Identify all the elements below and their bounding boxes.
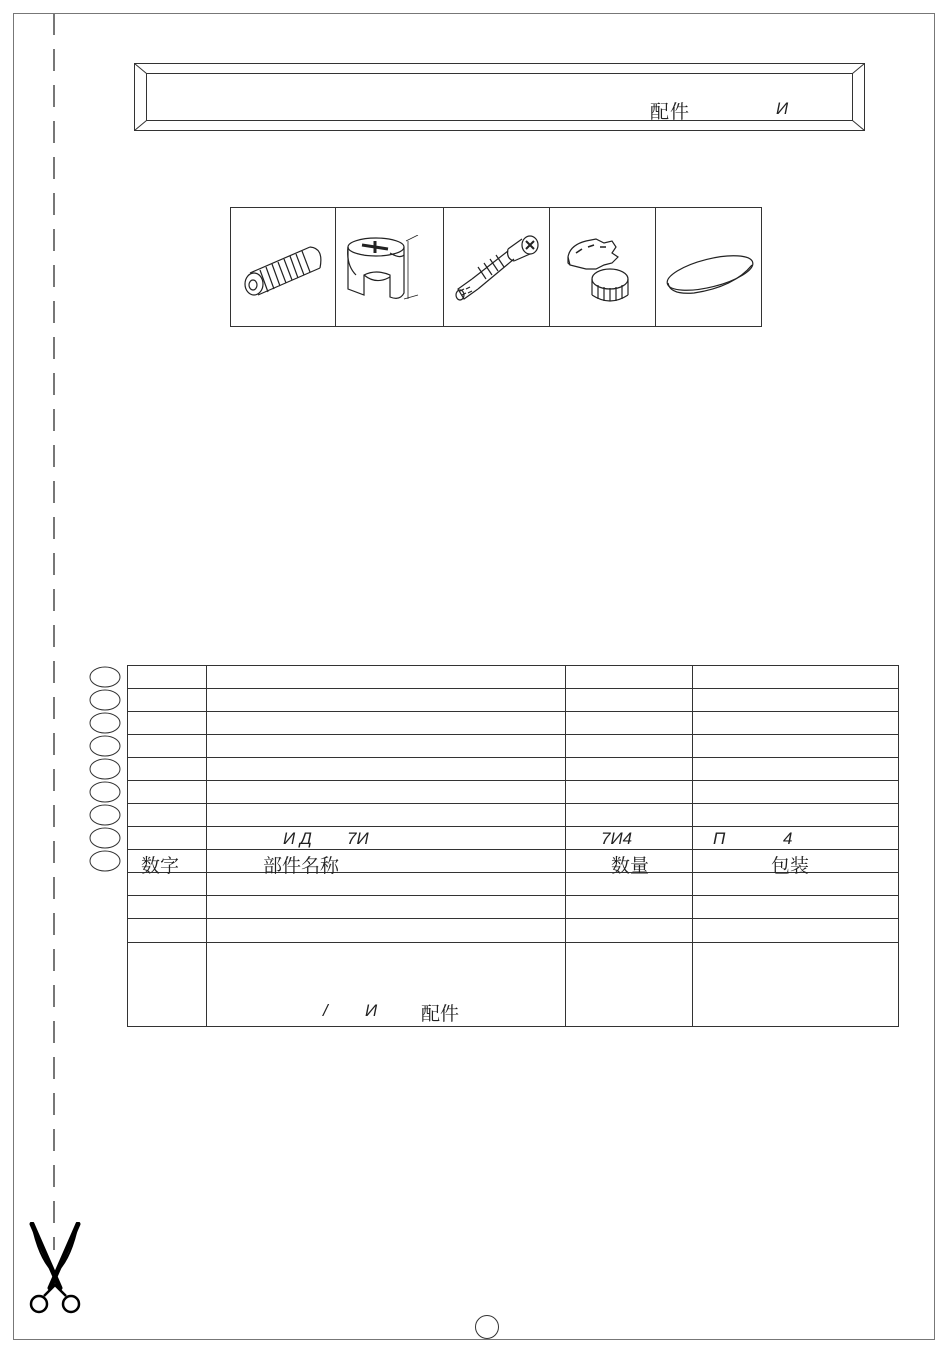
header-number: 数字 — [141, 856, 180, 877]
cam-bolt-icon — [448, 233, 546, 307]
scissors-icon — [26, 1222, 84, 1314]
header-part-name: 部件名称 — [263, 856, 340, 877]
marks-name-a: И Д — [283, 829, 312, 848]
footer-label: 配件 — [421, 1004, 460, 1025]
row-marker-circles — [88, 665, 124, 875]
parts-table — [127, 665, 899, 1027]
footer-mark-a: / — [323, 1001, 328, 1020]
cap-disc-icon — [664, 251, 758, 303]
marks-pack-a: П — [713, 829, 726, 848]
footer-mark-b: И — [365, 1001, 378, 1020]
knurled-nut-icon — [560, 235, 648, 303]
title-banner — [134, 63, 865, 131]
marks-pack-b: 4 — [783, 829, 793, 848]
title-label: 配件 — [650, 102, 691, 123]
cam-lock-icon — [342, 235, 438, 305]
header-package: 包装 — [771, 856, 810, 877]
header-quantity: 数量 — [611, 856, 650, 877]
title-code: И — [776, 99, 790, 118]
marks-name-b: 7И — [347, 829, 369, 848]
hardware-parts-strip — [230, 207, 762, 327]
wooden-dowel-icon — [240, 242, 328, 298]
marks-quantity: 7И4 — [601, 829, 633, 848]
page-number-badge — [475, 1315, 499, 1339]
